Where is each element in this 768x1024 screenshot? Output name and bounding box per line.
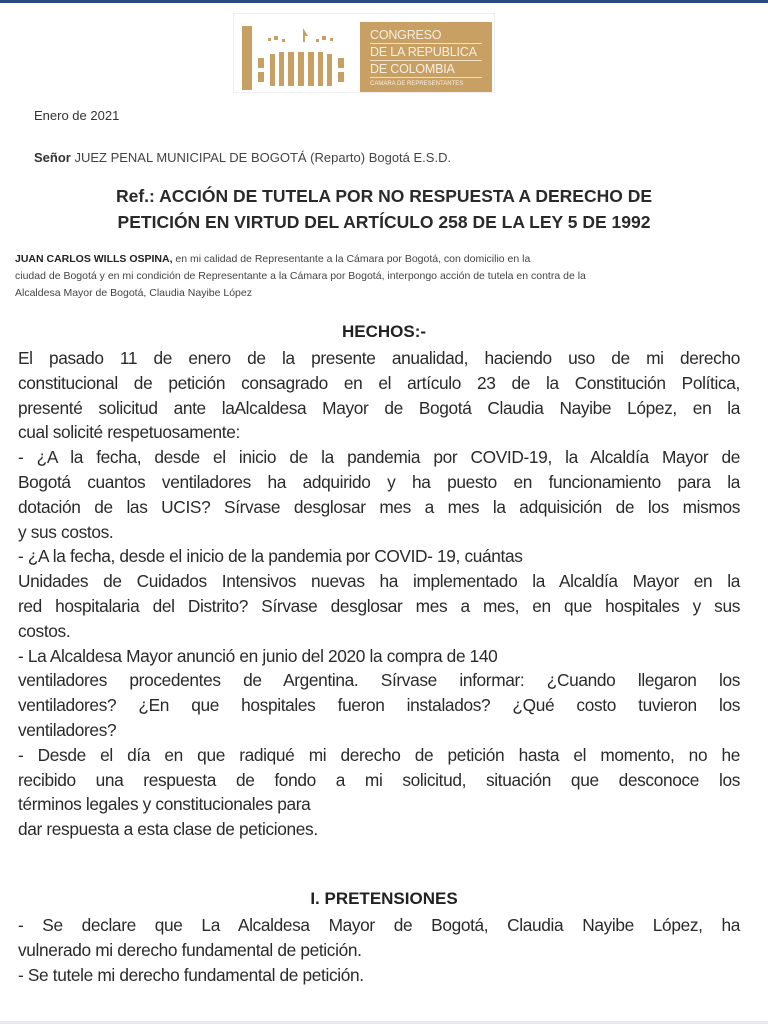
hechos-line: costos. bbox=[18, 620, 71, 641]
addressee bbox=[34, 150, 451, 165]
hechos-line: Bogotá cuantos ventiladores ha adquirido y ha puesto en funcionamiento para la bbox=[18, 471, 740, 492]
hechos-heading: HECHOS:- bbox=[341, 322, 427, 341]
pretensiones-heading: I. PRETENSIONES bbox=[310, 889, 458, 908]
hechos-line: red hospitalaria del Distrito? Sírvase desglosar mes a mes, en que hospitales y sus bbox=[18, 595, 740, 616]
reference-line-2: PETICIÓN EN VIRTUD DEL ARTÍCULO 258 DE LA LEY 5 DE 1992 bbox=[117, 212, 651, 232]
hechos-line: Unidades de Cuidados Intensivos nuevas ha implementado la Alcaldía Mayor en la bbox=[18, 571, 740, 592]
hechos-line: El pasado 11 de enero de la presente anualidad, haciendo uso de mi derecho bbox=[18, 348, 740, 368]
hechos-line: dotación de las UCIS? Sírvase desglosar mes a mes la adquisición de los mismos bbox=[18, 496, 740, 517]
intro-line-2: ciudad de Bogotá y en mi condición de Representante a la Cámara por Bogotá, interpongo acción de tutela en contra de la bbox=[15, 270, 586, 282]
addressee-text: JUEZ PENAL MUNICIPAL DE BOGOTÁ (Reparto) Bogotá E.S.D. bbox=[70, 150, 452, 165]
logo-line-1: CONGRESO bbox=[370, 28, 482, 44]
hechos-line: ventiladores? bbox=[18, 719, 117, 740]
top-border bbox=[0, 0, 768, 3]
hechos-line: cual solicité respetuosamente: bbox=[18, 422, 240, 443]
logo-line-4: CAMARA DE REPRESENTANTES bbox=[370, 81, 464, 87]
logo-line-3: DE COLOMBIA bbox=[370, 62, 482, 78]
logo-line-2: DE LA REPUBLICA bbox=[370, 45, 482, 61]
hechos-body bbox=[18, 346, 740, 842]
intro-paragraph bbox=[15, 251, 755, 302]
pretensiones-line: - Se declare que La Alcaldesa Mayor de Bogotá, Claudia Nayibe López, ha bbox=[18, 915, 740, 935]
hechos-line: ventiladores? ¿En que hospitales fueron instalados? ¿Qué costo tuvieron los bbox=[18, 695, 740, 716]
document-date: Enero de 2021 bbox=[34, 108, 120, 123]
pretensiones-line: - Se tutele mi derecho fundamental de petición. bbox=[18, 964, 364, 985]
reference-line-1: Ref.: ACCIÓN DE TUTELA POR NO RESPUESTA A DERECHO DE bbox=[115, 186, 653, 206]
petitioner-name: JUAN CARLOS WILLS OSPINA, bbox=[15, 253, 173, 265]
logo-text-box bbox=[360, 22, 492, 92]
congreso-logo bbox=[233, 13, 495, 93]
hechos-line: constitucional de petición consagrado en el artículo 23 de la Constitución Política, bbox=[18, 372, 740, 393]
hechos-line: - Desde el día en que radiqué mi derecho de petición hasta el momento, no he bbox=[18, 744, 740, 765]
hechos-line: y sus costos. bbox=[18, 521, 114, 542]
pretensiones-body bbox=[18, 913, 740, 987]
intro-line-1: en mi calidad de Representante a la Cámara por Bogotá, con domicilio en la bbox=[172, 253, 531, 265]
hechos-line: - ¿A la fecha, desde el inicio de la pandemia por COVID- 19, cuántas bbox=[18, 546, 523, 567]
addressee-prefix: Señor bbox=[34, 150, 71, 165]
hechos-line: - ¿A la fecha, desde el inicio de la pandemia por COVID-19, la Alcaldía Mayor de bbox=[18, 447, 740, 468]
hechos-line: términos legales y constitucionales para bbox=[18, 794, 311, 815]
intro-line-3: Alcaldesa Mayor de Bogotá, Claudia Nayibe López bbox=[15, 287, 252, 299]
hechos-line: presenté solicitud ante laAlcaldesa Mayor de Bogotá Claudia Nayibe López, en la bbox=[18, 397, 740, 418]
hechos-line: dar respuesta a esta clase de peticiones. bbox=[18, 819, 318, 840]
hechos-line: ventiladores procedentes de Argentina. Sírvase informar: ¿Cuando llegaron los bbox=[18, 670, 740, 691]
capitol-building-icon bbox=[234, 14, 360, 94]
hechos-line: - La Alcaldesa Mayor anunció en junio del 2020 la compra de 140 bbox=[18, 645, 498, 666]
pretensiones-line: vulnerado mi derecho fundamental de petición. bbox=[18, 939, 362, 960]
hechos-line: recibido una respuesta de fondo a mi solicitud, situación que desconoce los bbox=[18, 769, 740, 790]
